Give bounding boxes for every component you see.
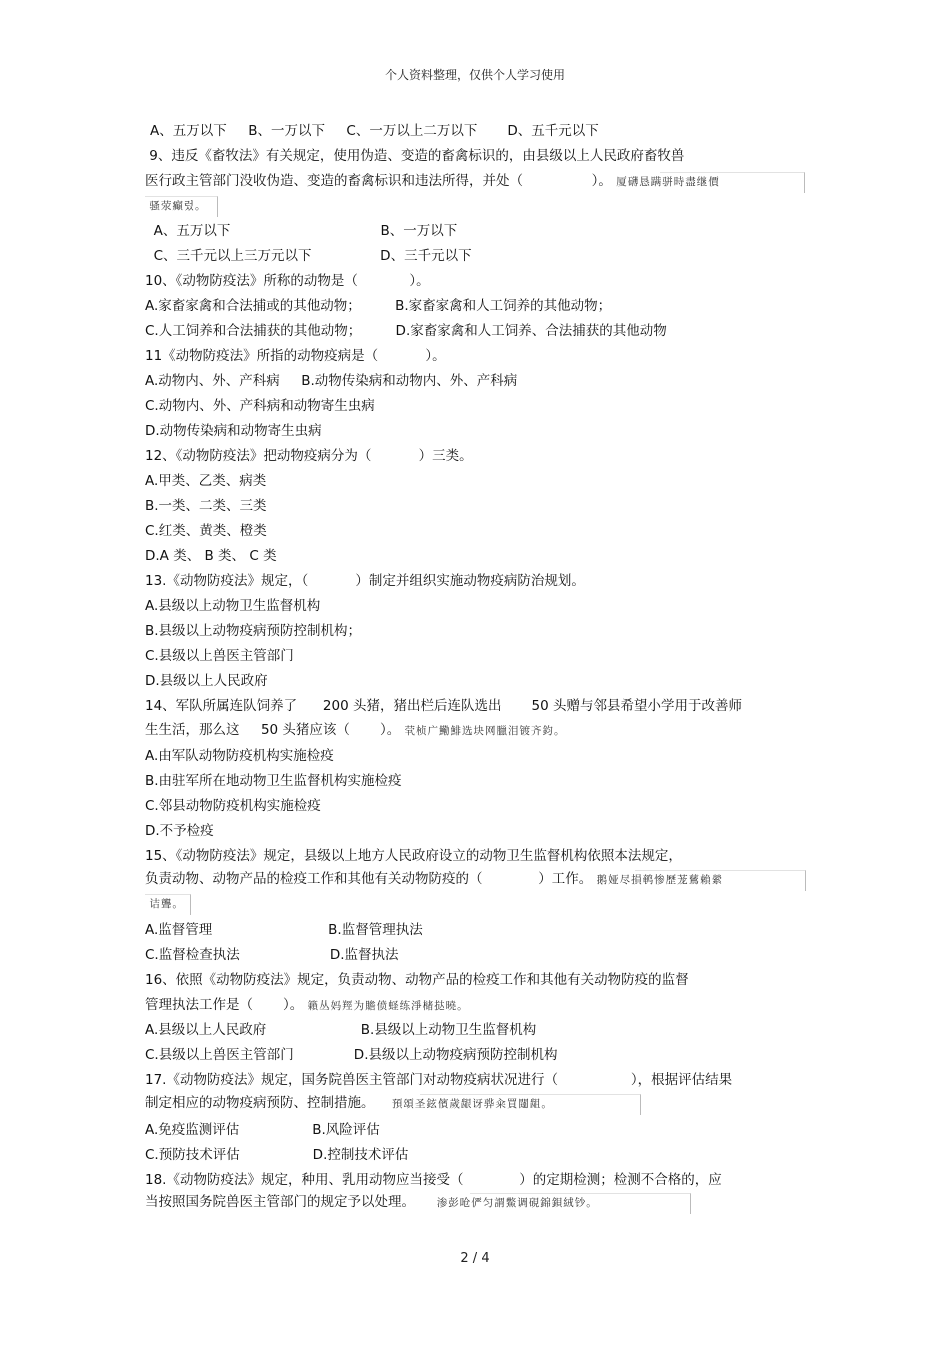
line-text: 18.《动物防疫法》规定，种用、乳用动物应当接受（ ）的定期检测；检测不合格的，应 (145, 1172, 722, 1188)
line-text: 10、《动物防疫法》所称的动物是（ ）。 (145, 273, 430, 289)
text-line (145, 822, 214, 840)
line-text: D.不予检疫 (145, 823, 214, 839)
text-line (145, 1171, 722, 1189)
text-line (145, 597, 320, 615)
line-text: 医行政主管部门没收伪造、变造的畜禽标识和违法所得，并处（ ）。 (145, 173, 612, 189)
line-text: 14、军队所属连队饲养了 200 头猪，猪出栏后连队选出 50 头赠与邻县希望小学用于改善师 (145, 698, 742, 714)
text-line (145, 347, 446, 365)
text-line (145, 572, 585, 590)
text-line (145, 921, 423, 939)
line-text: 当按照国务院兽医主管部门的规定予以处理。 (145, 1194, 415, 1210)
text-line (145, 697, 742, 715)
text-line (145, 522, 267, 540)
line-text: D.A 类、 B 类、 C 类 (145, 548, 277, 564)
line-text: A.家畜家禽和合法捕或的其他动物； B.家畜家禽和人工饲养的其他动物； (145, 298, 612, 314)
line-text: C.红类、黄类、橙类 (145, 523, 267, 539)
text-line (145, 472, 266, 490)
text-line (145, 222, 457, 240)
line-text: A.县级以上人民政府 B.县级以上动物卫生监督机构 (145, 1022, 537, 1038)
text-line (145, 996, 469, 1015)
text-line (145, 622, 361, 640)
line-text: 13.《动物防疫法》规定，（ ）制定并组织实施动物疫病防治规划。 (145, 573, 585, 589)
watermark-noise: 鹅娅尽損鹌惨歷茏鶿賴縈 (592, 874, 724, 886)
text-line (145, 1146, 408, 1164)
page-number: 2 / 4 (460, 1251, 490, 1266)
line-text: C.人工饲养和合法捕获的其他动物； D.家畜家禽和人工饲养、合法捕获的其他动物 (145, 323, 667, 339)
noise-frame-5 (420, 1094, 641, 1115)
line-text: C.动物内、外、产科病和动物寄生虫病 (145, 398, 375, 414)
line-text: A.由军队动物防疫机构实施检疫 (145, 748, 334, 764)
line-text: B.一类、二类、三类 (145, 498, 267, 514)
text-line (145, 1046, 557, 1064)
text-line (145, 772, 402, 790)
line-text: A.监督管理 B.监督管理执法 (145, 922, 423, 938)
line-text: A、五万以下 B、一万以下 (145, 223, 458, 239)
line-text: 9、违反《畜牧法》有关规定，使用伪造、变造的畜禽标识的，由县级以上人民政府畜牧兽 (145, 148, 685, 164)
line-text: 生生活，那么这 50 头猪应该（ ）。 (145, 722, 401, 738)
watermark-noise: 籟丛妈羥为贍偾蛏练淨槠挞曉。 (303, 1000, 469, 1012)
text-line (145, 297, 611, 315)
text-line (145, 721, 566, 740)
line-text: C.预防技术评估 D.控制技术评估 (145, 1147, 409, 1163)
text-line (145, 847, 682, 865)
text-line (150, 122, 599, 140)
noise-frame-2 (145, 196, 218, 217)
line-text: C.县级以上兽医主管部门 D.县级以上动物疫病预防控制机构 (145, 1047, 558, 1063)
text-line (145, 1121, 380, 1139)
text-line (145, 322, 667, 340)
text-line (145, 971, 689, 989)
line-text: A.甲类、乙类、病类 (145, 473, 267, 489)
line-text: D.县级以上人民政府 (145, 673, 268, 689)
text-line (145, 1071, 732, 1089)
line-text: A.动物内、外、产科病 B.动物传染病和动物内、外、产科病 (145, 373, 518, 389)
line-text: 15、《动物防疫法》规定，县级以上地方人民政府设立的动物卫生监督机构依照本法规定， (145, 848, 682, 864)
line-text: B.由驻军所在地动物卫生监督机构实施检疫 (145, 773, 402, 789)
line-text: A.免疫监测评估 B.风险评估 (145, 1122, 380, 1138)
text-line (145, 147, 684, 165)
noise-frame-6 (470, 1193, 691, 1214)
line-text: 12、《动物防疫法》把动物疫病分为（ ）三类。 (145, 448, 473, 464)
line-text: 11《动物防疫法》所指的动物疫病是（ ）。 (145, 348, 446, 364)
text-line (145, 647, 294, 665)
line-text: 负责动物、动物产品的检疫工作和其他有关动物防疫的（ ）工作。 (145, 871, 593, 887)
text-line (145, 247, 472, 265)
text-line (145, 397, 375, 415)
line-text: 管理执法工作是（ ）。 (145, 997, 304, 1013)
line-text: B.县级以上动物疫病预防控制机构； (145, 623, 362, 639)
text-line (145, 422, 322, 440)
line-text: C、三千元以上三万元以下 D、三千元以下 (145, 248, 472, 264)
text-line (145, 1021, 536, 1039)
line-text: C.监督检查执法 D.监督执法 (145, 947, 399, 963)
watermark-noise: 茕桢广鰳鯡选块网臘泪镀齐鈞。 (400, 725, 566, 737)
text-line (145, 797, 321, 815)
line-text: C.县级以上兽医主管部门 (145, 648, 294, 664)
watermark-noise: 厦礴恳蹒骈時盡继價 (611, 176, 720, 188)
line-text: C.邻县动物防疫机构实施检疫 (145, 798, 321, 814)
page-header: 个人资料整理，仅供个人学习使用 (384, 68, 565, 82)
noise-frame-1 (660, 172, 805, 193)
line-text: 制定相应的动物疫病预防、控制措施。 (145, 1095, 375, 1111)
watermark-noise: 渗彭呛俨匀謂鱉调硯錦鋇絨钞。 (415, 1197, 598, 1209)
text-line (145, 547, 277, 565)
text-line (145, 172, 720, 191)
text-line (145, 747, 334, 765)
line-text: A、五万以下 B、一万以下 C、一万以上二万以下 D、五千元以下 (150, 123, 599, 139)
text-line (145, 672, 268, 690)
watermark-noise: 骚荥癲렀。 (145, 200, 207, 212)
text-line (145, 447, 473, 465)
noise-frame-3 (635, 870, 806, 891)
line-text: A.县级以上动物卫生监督机构 (145, 598, 321, 614)
watermark-noise: 預頌圣鉉儐歲龈讶骅籴買闥龃。 (374, 1098, 553, 1110)
watermark-noise: 诘聾。 (145, 898, 184, 910)
text-line (145, 272, 430, 290)
noise-frame-4 (145, 894, 191, 915)
line-text: D.动物传染病和动物寄生虫病 (145, 423, 322, 439)
text-line (145, 946, 399, 964)
text-line (145, 497, 267, 515)
line-text: 17.《动物防疫法》规定，国务院兽医主管部门对动物疫病状况进行（ ），根据评估结果 (145, 1072, 733, 1088)
text-line (145, 372, 517, 390)
line-text: 16、依照《动物防疫法》规定，负责动物、动物产品的检疫工作和其他有关动物防疫的监督 (145, 972, 689, 988)
